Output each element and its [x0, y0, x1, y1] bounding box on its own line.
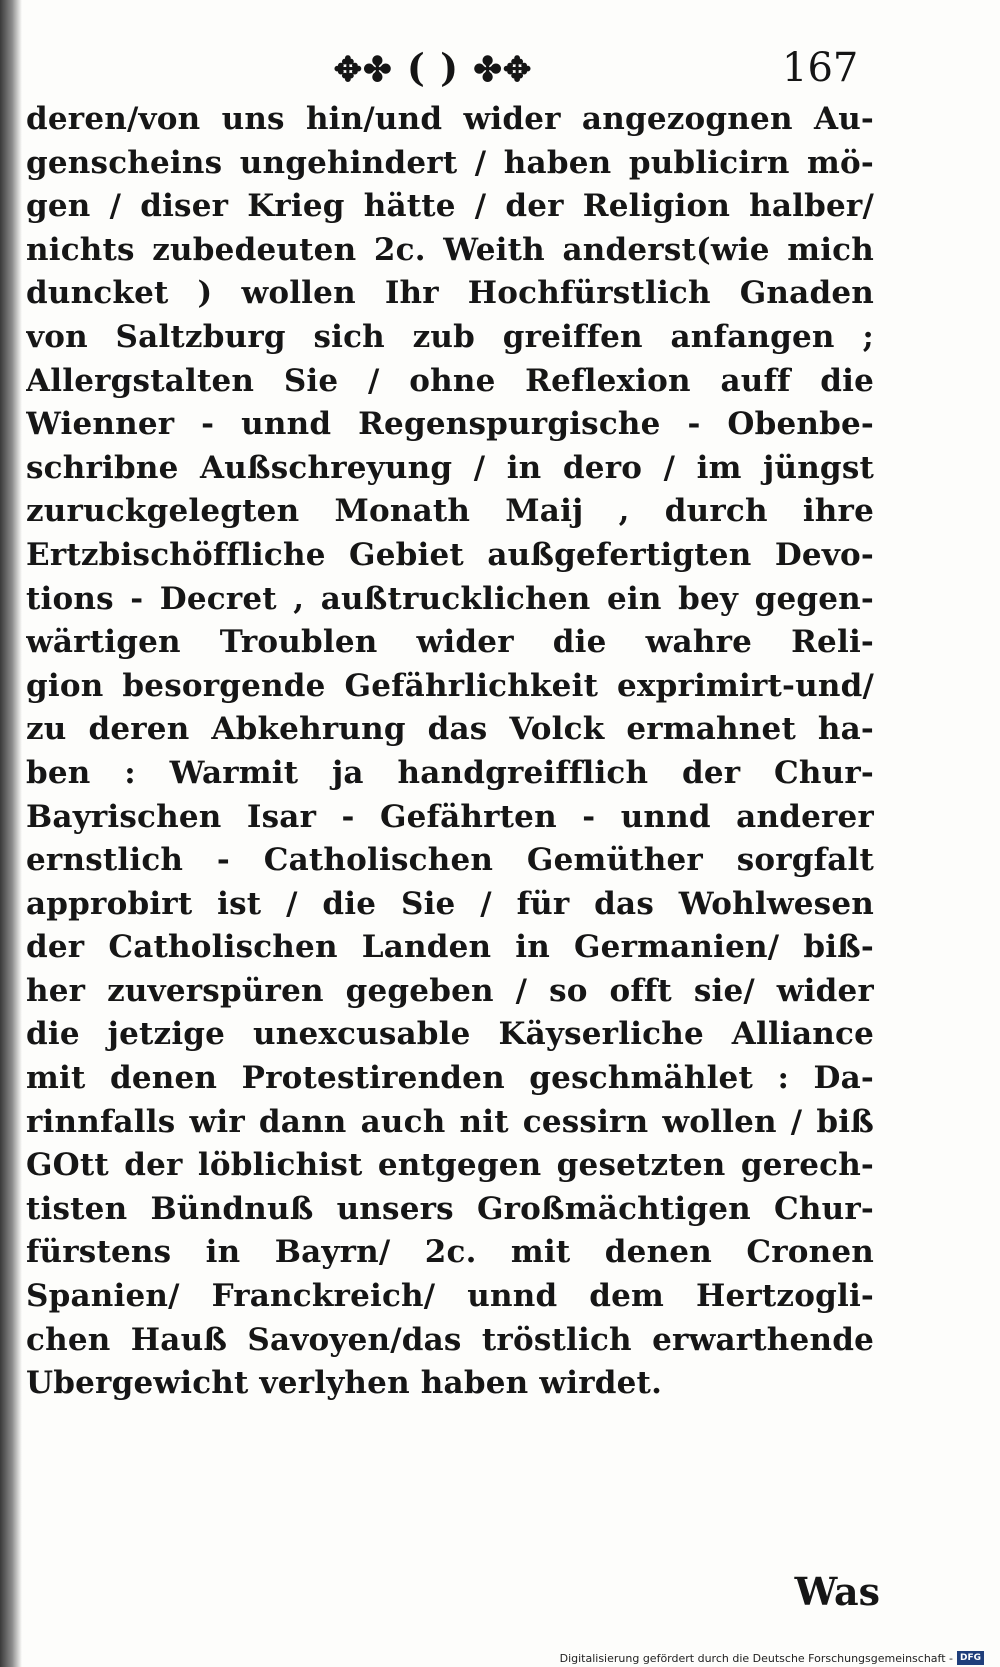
text-line: rinnfalls wir dann auch nit cessirn wollen / biß [26, 1103, 874, 1140]
text-line: duncket ) wollen Ihr Hochfürstlich Gnaden [26, 275, 874, 312]
text-line: gion besorgende Gefährlichkeit exprimirt-und/ [26, 667, 874, 704]
text-line: fürstens in Bayrn/ 2c. mit denen Cronen [26, 1234, 874, 1271]
text-line: Ertzbischöffliche Gebiet außgefertigten Devo- [26, 536, 874, 573]
credit-text: Digitalisierung gefördert durch die Deutsche Forschungsgemeinschaft - [559, 1651, 953, 1665]
text-line: gen / diser Krieg hätte / der Religion halber/ [26, 188, 874, 225]
text-line: nichts zubedeuten 2c. Weith anderst(wie mich [26, 231, 874, 268]
text-line: von Saltzburg sich zub greiffen anfangen ; [26, 318, 874, 355]
text-line: ben : Warmit ja handgreifflich der Chur- [26, 754, 874, 791]
text-line: chen Hauß Savoyen/das tröstlich erwarthende [26, 1321, 874, 1358]
text-line: zuruckgelegten Monath Maij , durch ihre [26, 493, 874, 530]
flourish-right-icon: ✤✥ [473, 50, 533, 90]
text-line: tisten Bündnuß unsers Großmächtigen Chur- [26, 1190, 874, 1227]
page-header [0, 40, 1000, 100]
text-line-last: Ubergewicht verlyhen haben wirdet. [26, 1365, 663, 1402]
dfg-logo: DFG [957, 1651, 984, 1665]
text-line: Bayrischen Isar - Gefährten - unnd anderer [26, 798, 874, 835]
header-ornament [328, 45, 538, 90]
page-number: 167 [782, 45, 859, 91]
page-edge-shadow [0, 0, 22, 1667]
digitization-credit [560, 1650, 984, 1666]
text-line: mit denen Protestirenden geschmählet : Da- [26, 1060, 874, 1097]
text-line: die jetzige unexcusable Käyserliche Alliance [26, 1016, 874, 1053]
text-line: Wienner - unnd Regenspurgische - Obenbe- [26, 406, 874, 443]
ornament-parentheses: ( ) [406, 45, 460, 90]
body-text [26, 98, 874, 1406]
text-line: wärtigen Troublen wider die wahre Reli- [26, 624, 874, 661]
text-line: deren/von uns hin/und wider angezognen Au- [26, 101, 874, 137]
text-line: GOtt der löblichist entgegen gesetzten gerech- [26, 1147, 874, 1184]
text-line: schribne Außschreyung / in dero / im jüngst [26, 449, 874, 486]
text-line: tions - Decret , außtrucklichen ein bey gegen- [26, 580, 874, 617]
text-line: Allergstalten Sie / ohne Reflexion auff die [26, 362, 874, 399]
text-line: Spanien/ Franckreich/ unnd dem Hertzogli- [26, 1278, 874, 1315]
text-line: genscheins ungehindert / haben publicirn mö- [26, 144, 874, 181]
catchword: Was [794, 1569, 880, 1614]
text-line: approbirt ist / die Sie / für das Wohlwesen [26, 885, 874, 922]
text-line: zu deren Abkehrung das Volck ermahnet ha- [26, 711, 874, 748]
flourish-left-icon: ✥✤ [333, 50, 393, 90]
text-line: her zuverspüren gegeben / so offt sie/ wider [26, 972, 874, 1009]
text-line: der Catholischen Landen in Germanien/ biß- [26, 929, 874, 966]
text-line: ernstlich - Catholischen Gemüther sorgfalt [26, 842, 874, 879]
